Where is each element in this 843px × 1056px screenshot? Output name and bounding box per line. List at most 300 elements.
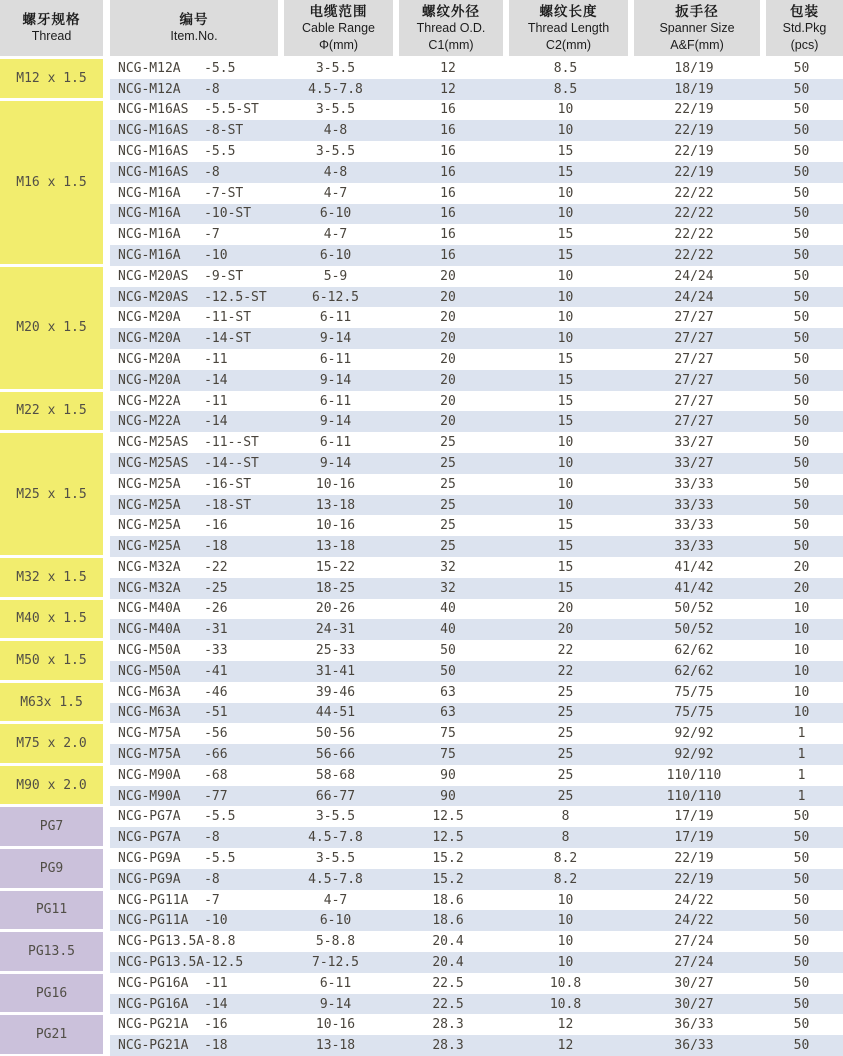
cell-cable-range: 10-16 [315, 1017, 356, 1033]
cell-thread-length: 10 [557, 892, 574, 908]
table-row [110, 515, 843, 536]
cell-item-no: NCG-PG9A -8 [118, 871, 220, 887]
cell-cable-range: 66-77 [315, 788, 356, 804]
cell-cable-range: 18-25 [315, 580, 356, 596]
cell-thread-length: 10 [557, 206, 574, 222]
cell-std-pkg: 10 [793, 684, 810, 700]
cell-thread-length: 10 [557, 497, 574, 513]
column-header-line: Std.Pkg [782, 20, 827, 35]
table-row [110, 869, 843, 890]
cell-item-no: NCG-PG7A -5.5 [118, 809, 236, 825]
cell-thread-length: 22 [557, 663, 574, 679]
cell-thread-od: 28.3 [432, 1017, 464, 1033]
cell-spanner-size: 27/27 [674, 372, 714, 388]
cell-thread-od: 16 [440, 164, 456, 180]
thread-group-label: PG9 [0, 849, 103, 888]
cell-cable-range: 6-10 [319, 913, 352, 929]
cell-cable-range: 9-14 [319, 455, 352, 471]
cell-cable-range: 6-11 [319, 393, 352, 409]
cell-thread-od: 12.5 [432, 830, 464, 846]
thread-group-label: M75 x 2.0 [0, 724, 103, 763]
column-header-1 [103, 0, 278, 56]
cell-cable-range: 20-26 [315, 601, 356, 617]
thread-group-label: PG13.5 [0, 932, 103, 971]
cell-item-no: NCG-M25A -18-ST [118, 497, 252, 513]
cell-std-pkg: 50 [793, 476, 810, 492]
cell-std-pkg: 50 [793, 497, 810, 513]
cell-std-pkg: 50 [793, 954, 810, 970]
table-row [110, 765, 843, 786]
cell-thread-length: 20 [557, 622, 574, 638]
column-header-line: 电缆范围 [309, 3, 368, 19]
cell-std-pkg: 50 [793, 289, 810, 305]
cell-item-no: NCG-PG21A -16 [118, 1017, 228, 1033]
column-header-line: Spanner Size [659, 20, 735, 35]
thread-group-label: M40 x 1.5 [0, 600, 103, 639]
cell-cable-range: 4.5-7.8 [308, 871, 363, 887]
cell-spanner-size: 22/19 [674, 123, 714, 139]
cell-thread-od: 40 [440, 622, 456, 638]
cell-item-no: NCG-PG7A -8 [118, 830, 220, 846]
cell-spanner-size: 17/19 [674, 830, 714, 846]
cell-thread-length: 10 [557, 913, 574, 929]
cell-item-no: NCG-PG13.5A-12.5 [118, 954, 244, 970]
cell-thread-od: 63 [440, 684, 456, 700]
cell-cable-range: 13-18 [315, 497, 356, 513]
cell-std-pkg: 50 [793, 268, 810, 284]
cell-cable-range: 13-18 [315, 1038, 356, 1054]
cell-cable-range: 6-10 [319, 248, 352, 263]
table-row [110, 100, 843, 121]
cell-std-pkg: 50 [793, 809, 810, 825]
cell-std-pkg: 50 [793, 996, 810, 1012]
cell-cable-range: 6-12.5 [312, 289, 359, 305]
cell-thread-od: 20 [440, 289, 456, 305]
thread-group-label: M50 x 1.5 [0, 641, 103, 680]
cell-thread-length: 15 [557, 559, 574, 575]
cell-item-no: NCG-M20A -11 [118, 351, 228, 367]
cell-spanner-size: 27/24 [674, 954, 714, 970]
cell-item-no: NCG-PG16A -14 [118, 996, 228, 1012]
cell-spanner-size: 36/33 [674, 1038, 714, 1054]
cell-thread-length: 25 [557, 767, 574, 783]
cell-cable-range: 7-12.5 [312, 954, 359, 970]
cell-item-no: NCG-M20AS -12.5-ST [118, 289, 267, 305]
cell-std-pkg: 50 [793, 310, 810, 326]
cell-std-pkg: 50 [793, 892, 810, 908]
column-header-line: 扳手径 [675, 3, 719, 19]
table-row [110, 578, 843, 599]
column-header-6 [760, 0, 843, 56]
cell-thread-od: 90 [440, 767, 456, 783]
table-row [110, 703, 843, 724]
column-header-3 [393, 0, 503, 56]
cell-item-no: NCG-PG16A -11 [118, 975, 228, 991]
cell-thread-od: 16 [440, 185, 456, 201]
table-row [110, 619, 843, 640]
cell-thread-od: 32 [440, 559, 456, 575]
table-row [110, 79, 843, 100]
table-row [110, 536, 843, 557]
table-row [110, 245, 843, 266]
column-header-line: C1(mm) [428, 37, 474, 52]
column-header-line: 螺牙规格 [22, 12, 81, 27]
cell-spanner-size: 110/110 [666, 788, 722, 804]
cell-thread-od: 20 [440, 372, 456, 388]
cell-item-no: NCG-M25AS -14--ST [118, 455, 259, 471]
cell-spanner-size: 33/33 [674, 497, 714, 513]
cell-cable-range: 9-14 [319, 414, 352, 430]
cell-thread-od: 20 [440, 414, 456, 430]
cell-thread-od: 50 [440, 663, 456, 679]
cell-cable-range: 4-8 [323, 123, 348, 139]
column-header-line: 包装 [790, 3, 819, 19]
cell-item-no: NCG-M16A -10-ST [118, 206, 252, 222]
cell-thread-od: 16 [440, 206, 456, 222]
cell-spanner-size: 24/22 [674, 892, 714, 908]
cell-spanner-size: 30/27 [674, 975, 714, 991]
table-row [110, 661, 843, 682]
cell-std-pkg: 10 [793, 601, 810, 617]
cell-std-pkg: 20 [793, 559, 810, 575]
table-row [110, 328, 843, 349]
cell-spanner-size: 41/42 [674, 580, 714, 596]
cell-item-no: NCG-M40A -31 [118, 622, 228, 638]
column-header-line: Thread Length [527, 20, 610, 35]
cell-thread-length: 15 [557, 414, 574, 430]
cell-thread-length: 8 [561, 809, 570, 825]
cell-cable-range: 3-5.5 [315, 60, 356, 76]
cell-std-pkg: 50 [793, 1038, 810, 1054]
cell-thread-od: 32 [440, 580, 456, 596]
table-row [110, 557, 843, 578]
table-row [110, 287, 843, 308]
cell-spanner-size: 33/27 [674, 435, 714, 451]
cell-std-pkg: 1 [797, 767, 806, 783]
cell-item-no: NCG-M25A -16-ST [118, 476, 252, 492]
cell-spanner-size: 62/62 [674, 663, 714, 679]
cell-cable-range: 4-7 [323, 227, 348, 243]
cell-thread-length: 8 [561, 830, 570, 846]
cell-thread-od: 22.5 [432, 996, 464, 1012]
cell-thread-length: 10 [557, 954, 574, 970]
cell-cable-range: 9-14 [319, 996, 352, 1012]
cell-thread-od: 25 [440, 497, 456, 513]
cell-spanner-size: 22/19 [674, 850, 714, 866]
cell-std-pkg: 50 [793, 830, 810, 846]
cell-item-no: NCG-M90A -77 [118, 788, 228, 804]
cell-spanner-size: 110/110 [666, 767, 722, 783]
cell-thread-od: 18.6 [432, 913, 464, 929]
cell-std-pkg: 10 [793, 663, 810, 679]
cell-thread-length: 15 [557, 393, 574, 409]
cell-std-pkg: 10 [793, 643, 810, 659]
table-row [110, 411, 843, 432]
cell-item-no: NCG-M75A -66 [118, 747, 228, 762]
cell-std-pkg: 1 [797, 788, 806, 804]
cell-std-pkg: 50 [793, 871, 810, 887]
cell-cable-range: 3-5.5 [315, 850, 356, 866]
table-row [110, 806, 843, 827]
cell-thread-length: 25 [557, 747, 574, 762]
cell-item-no: NCG-M50A -41 [118, 663, 228, 679]
cell-std-pkg: 50 [793, 206, 810, 222]
cell-thread-length: 10.8 [549, 975, 582, 991]
cell-spanner-size: 18/19 [674, 60, 714, 76]
table-body [0, 58, 843, 1056]
cell-thread-length: 25 [557, 705, 574, 721]
cell-std-pkg: 50 [793, 60, 810, 76]
thread-group-label: M32 x 1.5 [0, 558, 103, 597]
cell-thread-od: 12 [440, 60, 456, 76]
cell-thread-od: 63 [440, 705, 456, 721]
table-row [110, 183, 843, 204]
cell-thread-length: 15 [557, 372, 574, 388]
table-row [110, 141, 843, 162]
column-header-line: 螺纹长度 [539, 3, 598, 19]
cell-std-pkg: 50 [793, 435, 810, 451]
cell-cable-range: 3-5.5 [315, 809, 356, 825]
cell-thread-length: 10 [557, 476, 574, 492]
table-row [110, 120, 843, 141]
column-header-line: (pcs) [790, 37, 819, 52]
cell-thread-od: 20 [440, 393, 456, 409]
cell-spanner-size: 24/22 [674, 913, 714, 929]
table-row [110, 640, 843, 661]
cell-item-no: NCG-M16A -7-ST [118, 185, 244, 201]
cell-spanner-size: 27/27 [674, 414, 714, 430]
table-row [110, 1035, 843, 1056]
cell-thread-length: 10 [557, 934, 574, 950]
cell-cable-range: 4.5-7.8 [308, 830, 363, 846]
cell-cable-range: 50-56 [315, 726, 356, 742]
cell-std-pkg: 10 [793, 622, 810, 638]
cell-cable-range: 3-5.5 [315, 102, 356, 118]
table-row [110, 391, 843, 412]
cell-std-pkg: 50 [793, 102, 810, 118]
thread-group-label: PG11 [0, 891, 103, 930]
column-header-line: Item.No. [170, 29, 218, 43]
cell-thread-length: 12 [557, 1017, 574, 1033]
cell-thread-length: 8.2 [553, 871, 578, 887]
cell-std-pkg: 50 [793, 393, 810, 409]
cell-item-no: NCG-M16AS -8-ST [118, 123, 244, 139]
column-header-line: A&F(mm) [670, 37, 724, 52]
cell-thread-od: 25 [440, 518, 456, 534]
table-row [110, 224, 843, 245]
cell-cable-range: 4-7 [323, 892, 348, 908]
cell-spanner-size: 92/92 [674, 726, 714, 742]
cell-spanner-size: 22/19 [674, 871, 714, 887]
cell-spanner-size: 50/52 [674, 622, 714, 638]
cell-cable-range: 5-8.8 [315, 934, 356, 950]
thread-group-label: PG7 [0, 807, 103, 846]
thread-group-label: PG21 [0, 1015, 103, 1054]
cell-thread-od: 16 [440, 248, 456, 263]
cell-thread-od: 40 [440, 601, 456, 617]
cell-thread-length: 8.5 [553, 60, 578, 76]
cell-cable-range: 58-68 [315, 767, 356, 783]
cell-spanner-size: 22/22 [674, 227, 714, 243]
cell-item-no: NCG-M32A -22 [118, 559, 228, 575]
cell-std-pkg: 50 [793, 975, 810, 991]
cell-cable-range: 6-11 [319, 975, 352, 991]
cell-item-no: NCG-M22A -14 [118, 414, 228, 430]
cell-std-pkg: 50 [793, 248, 810, 263]
cell-thread-od: 20.4 [432, 934, 464, 950]
cell-cable-range: 56-66 [315, 747, 356, 762]
cell-item-no: NCG-M22A -11 [118, 393, 228, 409]
cell-cable-range: 4-8 [323, 164, 348, 180]
cell-spanner-size: 33/27 [674, 455, 714, 471]
cell-spanner-size: 33/33 [674, 476, 714, 492]
cell-cable-range: 15-22 [315, 559, 356, 575]
cell-std-pkg: 10 [793, 705, 810, 721]
table-row [110, 58, 843, 79]
cell-spanner-size: 75/75 [674, 684, 714, 700]
cell-std-pkg: 50 [793, 164, 810, 180]
cell-std-pkg: 50 [793, 1017, 810, 1033]
cell-item-no: NCG-M20A -14 [118, 372, 228, 388]
table-row [110, 890, 843, 911]
table-row [110, 910, 843, 931]
cell-thread-length: 12 [557, 1038, 574, 1054]
cell-std-pkg: 50 [793, 372, 810, 388]
thread-group-label: PG16 [0, 974, 103, 1013]
cell-thread-length: 15 [557, 144, 574, 160]
cell-item-no: NCG-M32A -25 [118, 580, 228, 596]
cell-cable-range: 13-18 [315, 539, 356, 555]
cell-spanner-size: 41/42 [674, 559, 714, 575]
cell-thread-od: 50 [440, 643, 456, 659]
cell-item-no: NCG-M90A -68 [118, 767, 228, 783]
cell-std-pkg: 50 [793, 331, 810, 347]
cell-thread-od: 18.6 [432, 892, 464, 908]
cell-spanner-size: 22/19 [674, 164, 714, 180]
cell-cable-range: 44-51 [315, 705, 356, 721]
cell-thread-length: 25 [557, 726, 574, 742]
cell-cable-range: 3-5.5 [315, 144, 356, 160]
table-row [110, 973, 843, 994]
cell-cable-range: 6-11 [319, 351, 352, 367]
cell-thread-length: 10 [557, 268, 574, 284]
table-row [110, 931, 843, 952]
cell-thread-length: 8.2 [553, 850, 578, 866]
cell-thread-length: 10 [557, 123, 574, 139]
cell-item-no: NCG-M16A -7 [118, 227, 220, 243]
cell-cable-range: 6-11 [319, 435, 352, 451]
cell-spanner-size: 36/33 [674, 1017, 714, 1033]
column-header-4 [503, 0, 628, 56]
cell-thread-od: 16 [440, 123, 456, 139]
table-row [110, 744, 843, 765]
cell-item-no: NCG-M20A -14-ST [118, 331, 252, 347]
column-header-line: 编号 [179, 12, 209, 27]
cell-cable-range: 6-10 [319, 206, 352, 222]
cell-thread-length: 15 [557, 518, 574, 534]
cell-item-no: NCG-M25A -16 [118, 518, 228, 534]
cell-spanner-size: 24/24 [674, 289, 714, 305]
cell-thread-length: 10 [557, 289, 574, 305]
cell-cable-range: 24-31 [315, 622, 356, 638]
table-row [110, 1014, 843, 1035]
cell-cable-range: 31-41 [315, 663, 356, 679]
cell-std-pkg: 50 [793, 351, 810, 367]
cell-thread-length: 10 [557, 435, 574, 451]
cell-thread-length: 25 [557, 788, 574, 804]
cell-std-pkg: 50 [793, 123, 810, 139]
column-header-line: C2(mm) [545, 37, 592, 52]
cell-thread-od: 28.3 [432, 1038, 464, 1054]
cell-std-pkg: 50 [793, 185, 810, 201]
cell-thread-length: 10 [557, 455, 574, 471]
cell-spanner-size: 17/19 [674, 809, 714, 825]
cell-item-no: NCG-M20AS -9-ST [118, 268, 244, 284]
cell-std-pkg: 50 [793, 518, 810, 534]
cell-std-pkg: 50 [793, 913, 810, 929]
table-row [110, 786, 843, 807]
table-row [110, 432, 843, 453]
thread-group-label: M22 x 1.5 [0, 392, 103, 431]
cell-thread-length: 10 [557, 185, 574, 201]
cell-thread-od: 22.5 [432, 975, 464, 991]
cell-item-no: NCG-PG11A -10 [118, 913, 228, 929]
cell-thread-od: 15.2 [432, 871, 464, 887]
cell-thread-length: 15 [557, 539, 574, 555]
cell-spanner-size: 33/33 [674, 539, 714, 555]
table-row [110, 848, 843, 869]
cell-spanner-size: 22/22 [674, 248, 714, 263]
cell-spanner-size: 22/22 [674, 185, 714, 201]
column-header-line: 螺纹外径 [422, 3, 480, 19]
cell-spanner-size: 27/27 [674, 393, 714, 409]
thread-group-label: M16 x 1.5 [0, 101, 103, 264]
cell-item-no: NCG-M16AS -5.5 [118, 144, 236, 160]
cell-std-pkg: 1 [797, 747, 806, 762]
column-header-5 [628, 0, 760, 56]
cell-thread-length: 15 [557, 248, 574, 263]
cell-item-no: NCG-M63A -51 [118, 705, 228, 721]
column-header-line: Φ(mm) [318, 37, 359, 52]
thread-group-label: M63x 1.5 [0, 683, 103, 722]
cell-item-no: NCG-PG13.5A-8.8 [118, 934, 236, 950]
cell-item-no: NCG-M50A -33 [118, 643, 228, 659]
cell-thread-length: 15 [557, 164, 574, 180]
table-row [110, 370, 843, 391]
cell-std-pkg: 50 [793, 81, 810, 97]
table-row [110, 453, 843, 474]
cell-spanner-size: 22/22 [674, 206, 714, 222]
table-row [110, 952, 843, 973]
cell-thread-length: 15 [557, 580, 574, 596]
cell-thread-od: 75 [440, 726, 456, 742]
cell-std-pkg: 50 [793, 850, 810, 866]
cell-item-no: NCG-M16A -10 [118, 248, 228, 263]
table-row [110, 204, 843, 225]
cell-item-no: NCG-M12A -5.5 [118, 60, 236, 76]
column-header-line: Cable Range [302, 20, 375, 35]
column-header-line: Thread O.D. [416, 20, 486, 35]
cell-thread-od: 20 [440, 331, 456, 347]
cell-cable-range: 10-16 [315, 476, 356, 492]
cell-spanner-size: 18/19 [674, 81, 714, 97]
cell-thread-od: 15.2 [432, 850, 464, 866]
cell-item-no: NCG-M63A -46 [118, 684, 228, 700]
cell-thread-length: 10 [557, 310, 574, 326]
cell-spanner-size: 30/27 [674, 996, 714, 1012]
cell-item-no: NCG-M75A -56 [118, 726, 228, 742]
cell-thread-od: 20 [440, 268, 456, 284]
